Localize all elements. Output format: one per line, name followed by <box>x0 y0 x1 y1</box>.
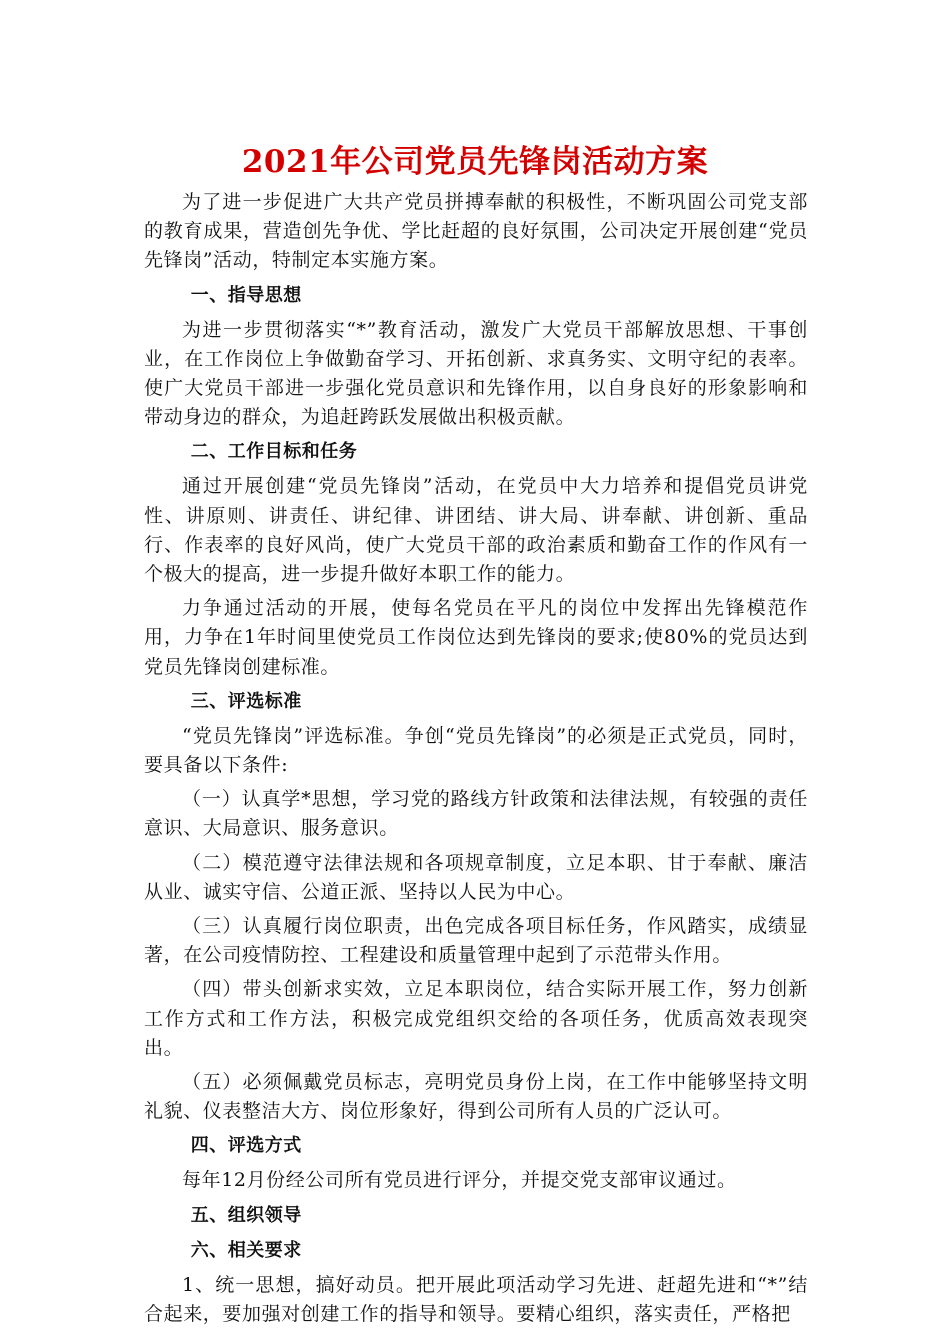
criteria-item: （二）模范遵守法律法规和各项规章制度，立足本职、甘于奉献、廉洁从业、诚实守信、公道正派、坚持以人民为中心。 <box>144 851 808 903</box>
criteria-item: （一）认真学*思想，学习党的路线方针政策和法律法规，有较强的责任意识、大局意识、服务意识。 <box>144 788 808 840</box>
paragraph: “党员先锋岗”评选标准。争创“党员先锋岗”的必须是正式党员，同时，要具备以下条件: <box>144 724 808 777</box>
paragraph: 力争通过活动的开展，使每名党员在平凡的岗位中发挥出先锋模范作用，力争在1年时间里使党员工作岗位达到先锋岗的要求;使80%的党员达到党员先锋岗创建标准。 <box>144 597 808 678</box>
criteria-item: （四）带头创新求实效，立足本职岗位，结合实际开展工作，努力创新工作方式和工作方法，积极完成党组织交给的各项任务，优质高效表现突出。 <box>144 978 808 1059</box>
paragraph: 每年12月份经公司所有党员进行评分，并提交党支部审议通过。 <box>182 1169 737 1192</box>
section-heading-goals-tasks: 二、工作目标和任务 <box>190 441 358 463</box>
section-heading-selection-method: 四、评选方式 <box>190 1135 302 1157</box>
paragraph: 为进一步贯彻落实“*”教育活动，激发广大党员干部解放思想、干事创业，在工作岗位上争做勤奋学习、开拓创新、求真务实、文明守纪的表率。使广大党员干部进一步强化党员意识和先锋作用，以自身良好的形象影响和带动身边的群众，为追赶跨跃发展做出积极贡献。 <box>144 318 808 429</box>
criteria-item: （五）必须佩戴党员标志，亮明党员身份上岗，在工作中能够坚持文明礼貌、仪表整洁大方、岗位形象好，得到公司所有人员的广泛认可。 <box>144 1071 808 1123</box>
section-heading-guiding-ideology: 一、指导思想 <box>190 284 302 306</box>
document-title: 2021年公司党员先锋岗活动方案 <box>241 144 709 180</box>
paragraph: 通过开展创建“党员先锋岗”活动，在党员中大力培养和提倡党员讲党性、讲原则、讲责任、讲纪律、讲团结、讲大局、讲奉献、讲创新、重品行、作表率的良好风尚，使广大党员干部的政治素质和勤奋工作的作风有一个极大的提高，进一步提升做好本职工作的能力。 <box>144 475 808 586</box>
section-heading-organization: 五、组织领导 <box>190 1204 302 1226</box>
document-body <box>144 188 808 1334</box>
criteria-item: （三）认真履行岗位职责，出色完成各项目标任务，作风踏实，成绩显著，在公司疫情防控、工程建设和质量管理中起到了示范带头作用。 <box>144 915 808 967</box>
section-heading-selection-criteria: 三、评选标准 <box>190 690 302 712</box>
intro-paragraph: 为了进一步促进广大共产党员拼搏奉献的积极性，不断巩固公司党支部的教育成果，营造创先争优、学比赶超的良好氛围，公司决定开展创建“党员先锋岗”活动，特制定本实施方案。 <box>144 191 808 272</box>
section-heading-requirements: 六、相关要求 <box>190 1239 302 1261</box>
paragraph: 1、统一思想，搞好动员。把开展此项活动学习先进、赶超先进和“*”结合起来，要加强对创建工作的指导和领导。要精心组织，落实责任，严格把 <box>144 1273 808 1325</box>
